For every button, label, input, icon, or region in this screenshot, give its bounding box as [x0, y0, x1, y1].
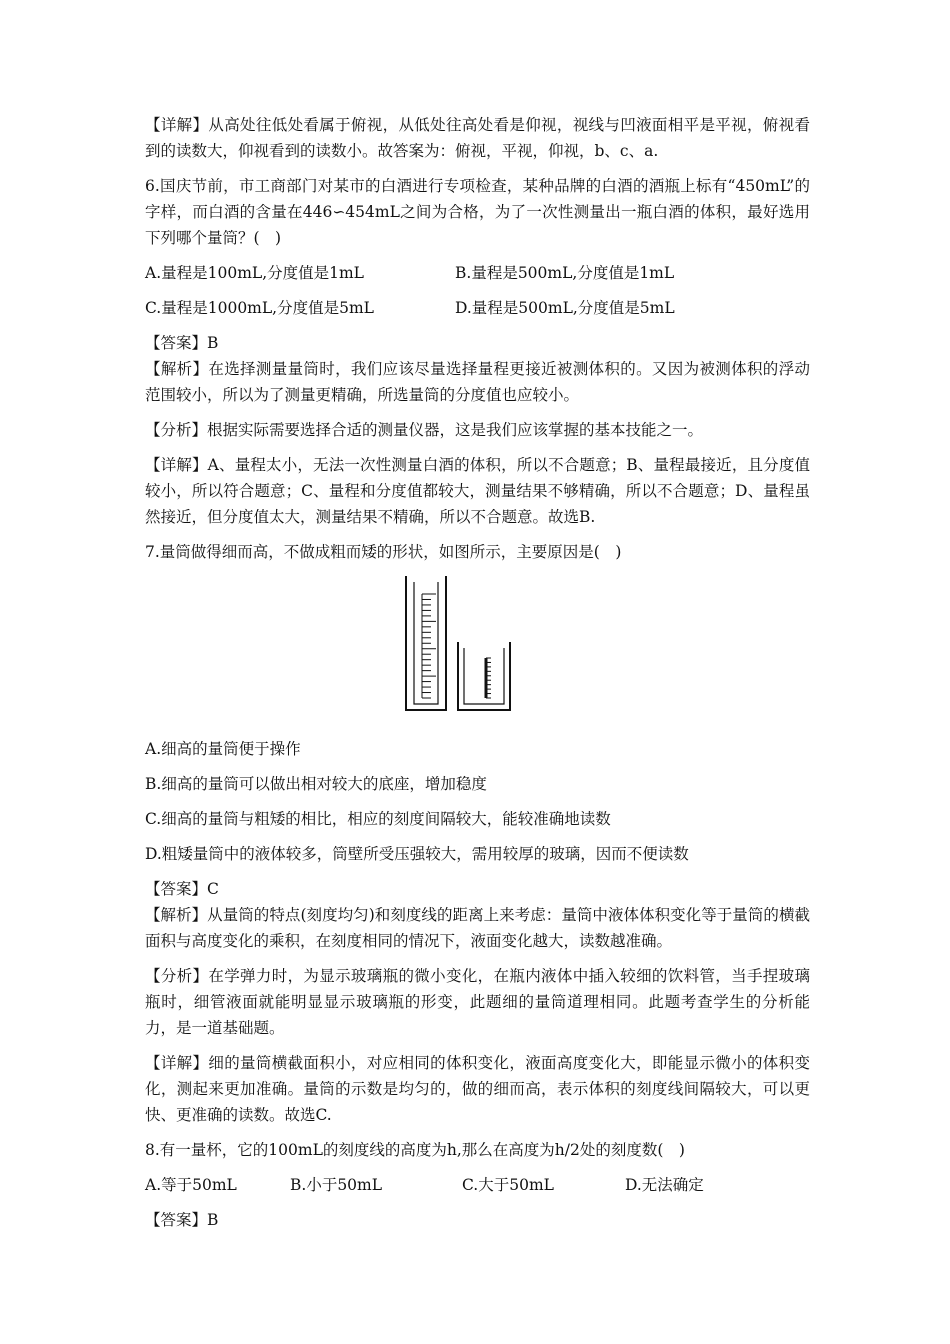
q6-option-a: A.量程是100mL,分度值是1mL [145, 264, 364, 282]
q7-analysis: 【解析】从量筒的特点(刻度均匀)和刻度线的距离上来考虑：量筒中液体体积变化等于量筒的横截面积与高度变化的乘积，在刻度相同的情况下，液面变化越大，读数越准确。 [145, 906, 810, 950]
q8-option-d: D.无法确定 [625, 1176, 704, 1194]
q6-commentary: 【分析】根据实际需要选择合适的测量仪器，这是我们应该掌握的基本技能之一。 [145, 421, 704, 439]
q6-option-d: D.量程是500mL,分度值是5mL [455, 299, 675, 317]
short-cylinder-inner [464, 648, 504, 704]
q6-detail: 【详解】A、量程太小，无法一次性测量白酒的体积，所以不合题意；B、量程最接近，且分度值较小，所以符合题意；C、量程和分度值都较大，测量结果不够精确，所以不合题意；D、量程虽然接近，但分度值太大，测量结果不精确，所以不合题意。故选B. [145, 456, 810, 526]
q8-option-a: A.等于50mL [145, 1176, 237, 1194]
detail-paragraph-q5: 【详解】从高处往低处看属于俯视，从低处往高处看是仰视，视线与凹液面相平是平视，俯视看到的读数大，仰视看到的读数小。故答案为：俯视，平视，仰视，b、c、a. [145, 116, 810, 160]
short-cylinder-outline [458, 642, 510, 710]
q6-answer: 【答案】B [145, 334, 219, 352]
question-8: 8.有一量杯，它的100mL的刻度线的高度为h,那么在高度为h/2处的刻度数( ) [145, 1141, 685, 1159]
q7-option-d: D.粗矮量筒中的液体较多，筒壁所受压强较大，需用较厚的玻璃，因而不便读数 [145, 845, 689, 863]
q6-option-c: C.量程是1000mL,分度值是5mL [145, 299, 374, 317]
q8-option-c: C.大于50mL [462, 1176, 554, 1194]
question-7: 7.量筒做得细而高，不做成粗而矮的形状，如图所示，主要原因是( ) [145, 543, 622, 561]
document-page [145, 112, 810, 1242]
q7-commentary: 【分析】在学弹力时，为显示玻璃瓶的微小变化，在瓶内液体中插入较细的饮料管，当手捏玻璃瓶时，细管液面就能明显显示玻璃瓶的形变，此题细的量筒道理相同。此题考查学生的分析能力，是一道基础题。 [145, 967, 810, 1037]
q7-answer: 【答案】C [145, 880, 219, 898]
q7-option-b: B.细高的量筒可以做出相对较大的底座，增加稳度 [145, 775, 487, 793]
question-8-options [145, 1172, 810, 1198]
question-6: 6.国庆节前，市工商部门对某市的白酒进行专项检查，某种品牌的白酒的酒瓶上标有“450mL”的字样，而白酒的含量在446∽454mL之间为合格，为了一次性测量出一瓶白酒的体积，最好选用下列哪个量筒？( ) [145, 177, 810, 247]
q7-option-a: A.细高的量筒便于操作 [145, 740, 301, 758]
q6-option-b: B.量程是500mL,分度值是1mL [455, 264, 675, 282]
question-6-options-row-1 [145, 260, 810, 286]
q8-option-b: B.小于50mL [290, 1176, 383, 1194]
q7-option-c: C.细高的量筒与粗矮的相比，相应的刻度间隔较大，能较准确地读数 [145, 810, 611, 828]
graduated-cylinders-icon [400, 574, 520, 724]
q6-analysis: 【解析】在选择测量量筒时，我们应该尽量选择量程更接近被测体积的。又因为被测体积的浮动范围较小，所以为了测量更精确，所选量筒的分度值也应较小。 [145, 360, 810, 404]
q7-detail: 【详解】细的量筒横截面积小，对应相同的体积变化，液面高度变化大，即能显示微小的体积变化，测起来更加准确。量筒的示数是均匀的，做的细而高，表示体积的刻度线间隔较大，可以更快、更准确的读数。故选C. [145, 1054, 810, 1124]
q8-answer: 【答案】B [145, 1211, 219, 1229]
question-6-options-row-2 [145, 295, 810, 321]
cylinders-figure [145, 574, 810, 734]
